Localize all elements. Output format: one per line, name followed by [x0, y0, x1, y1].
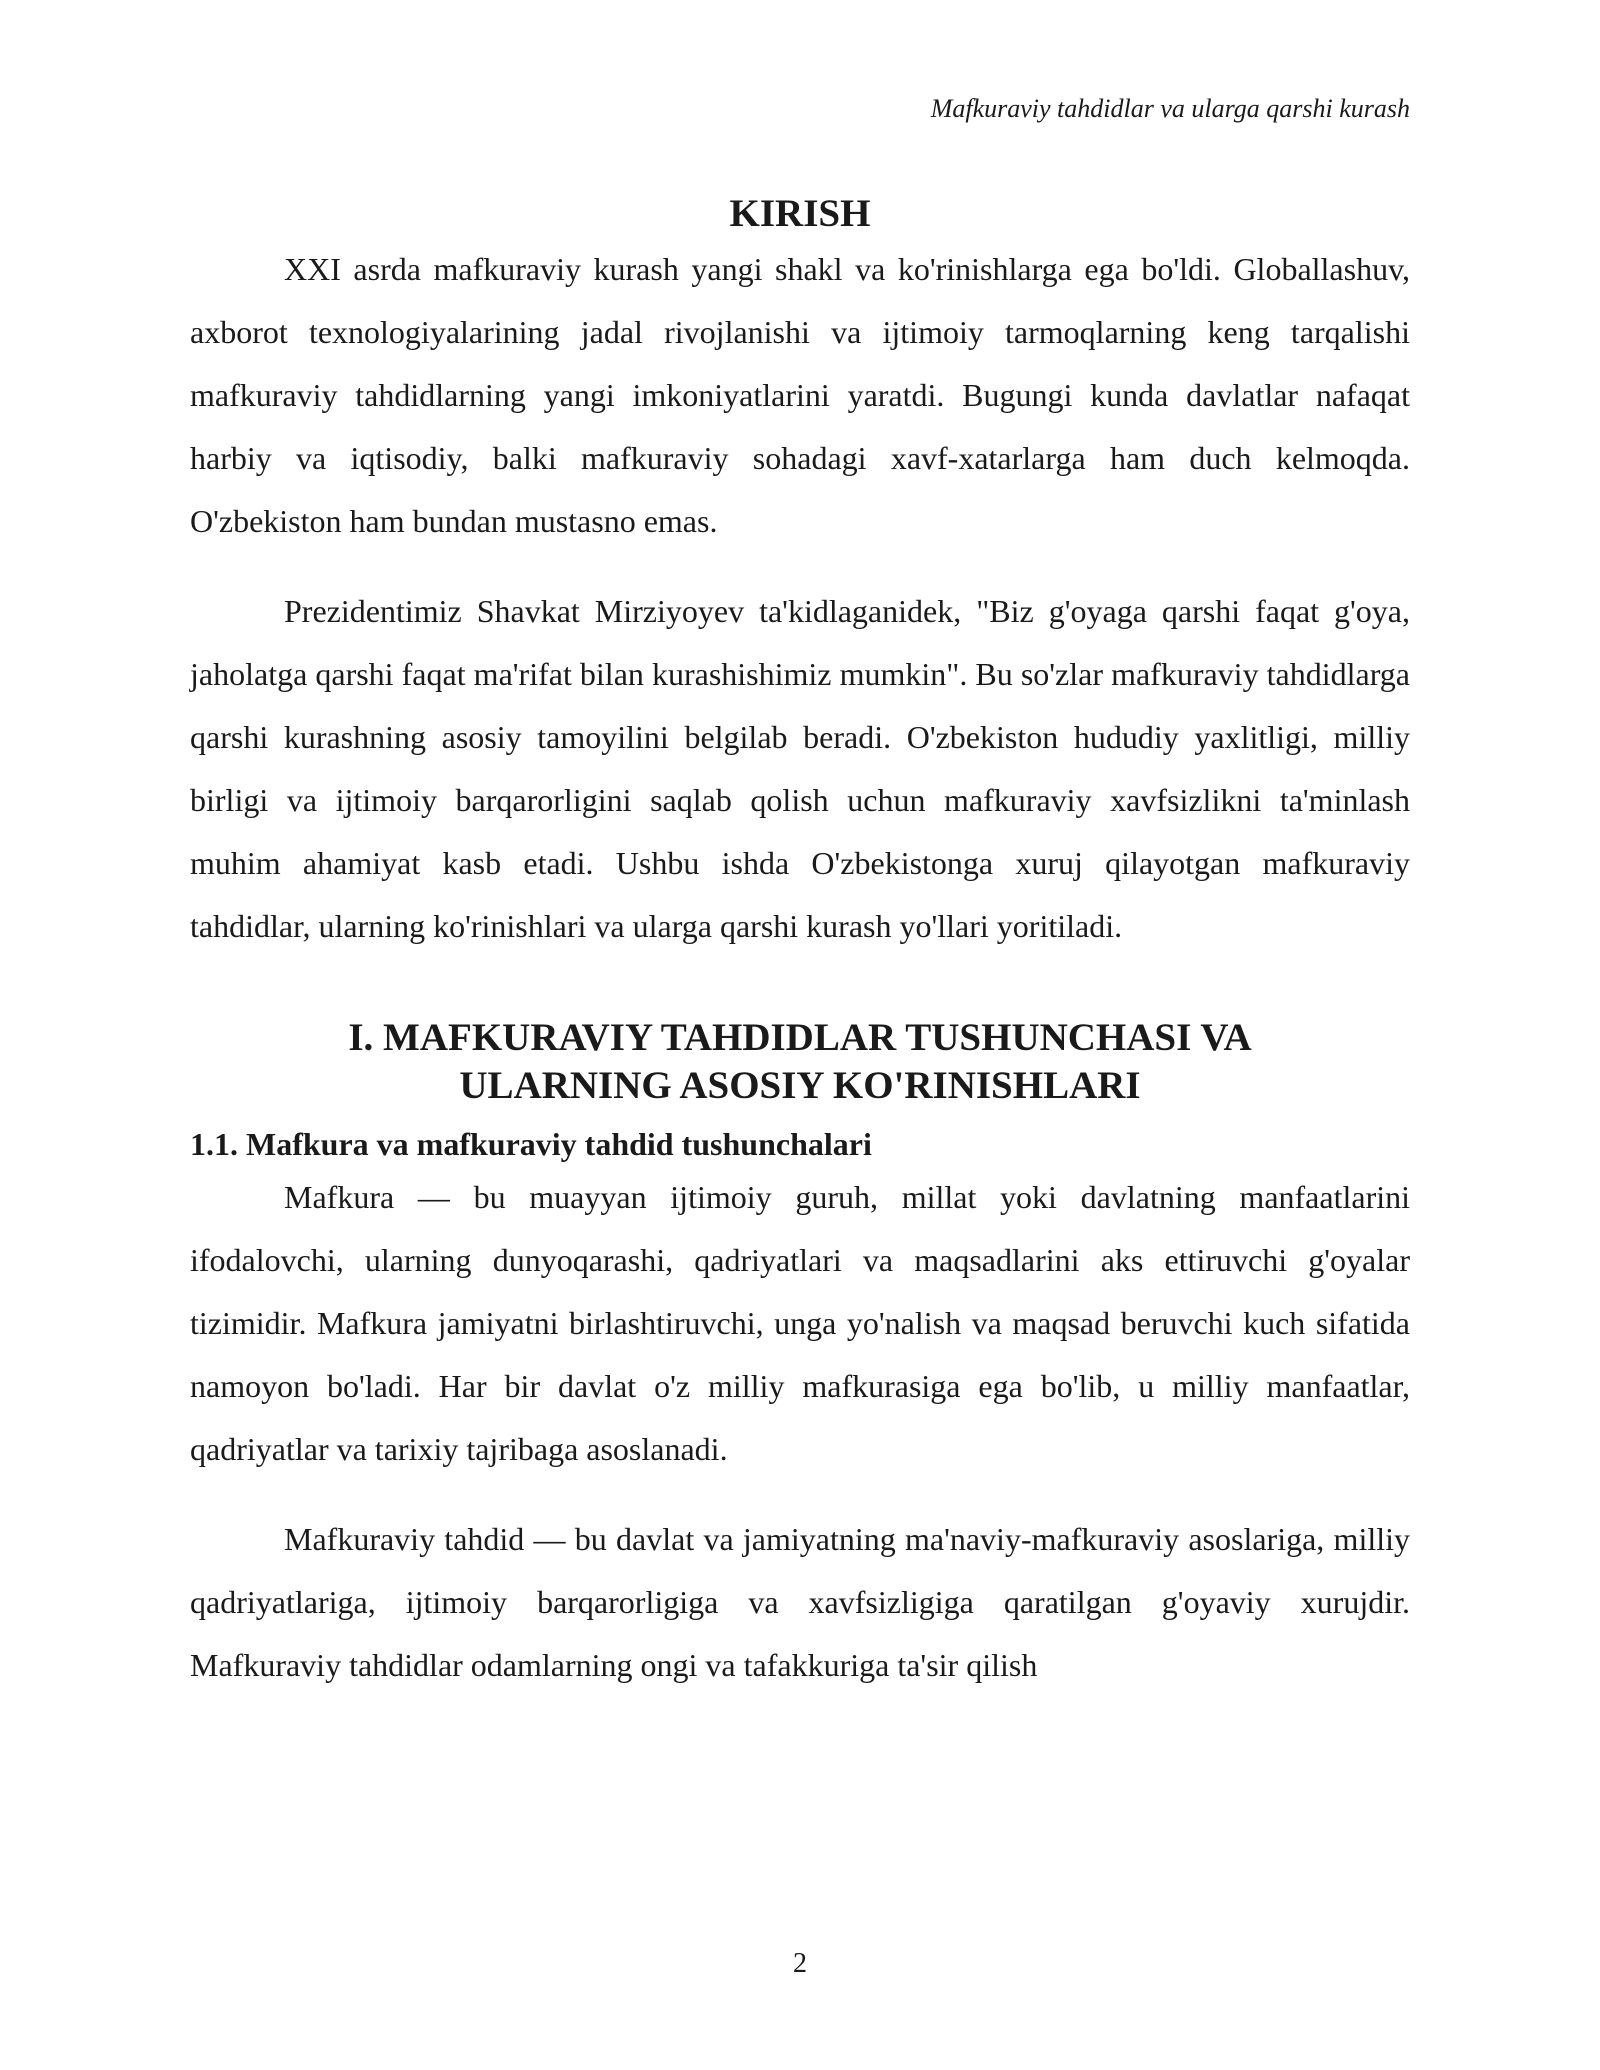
page-number: 2 — [793, 1948, 807, 1979]
intro-paragraph-1: XXI asrda mafkuraviy kurash yangi shakl va ko'rinishlarga ega bo'ldi. Globallashuv, axborot texnologiyalarining jadal rivojlanishi va ijtimoiy tarmoqlarning keng tarqalishi mafkuraviy tahdidlarning yangi imkoniyatlarini yaratdi. Bugungi kunda davlatlar nafaqat harbiy va iqtisodiy, balki mafkuraviy sohadagi xavf-xatarlarga ham duch kelmoqda. O'zbekiston ham bundan mustasno emas. — [190, 251, 1410, 539]
page-content — [190, 190, 1410, 1697]
chapter-paragraph-2: Mafkuraviy tahdid — bu davlat va jamiyatning ma'naviy-mafkuraviy asoslariga, milliy qadriyatlariga, ijtimoiy barqarorligiga va xavfsizligiga qaratilgan g'oyaviy xurujdir. Mafkuraviy tahdidlar odamlarning ongi va tafakkuriga ta'sir qilish — [190, 1521, 1410, 1683]
chapter-paragraph-1: Mafkura — bu muayyan ijtimoiy guruh, millat yoki davlatning manfaatlarini ifodalovchi, ularning dunyoqarashi, qadriyatlari va maqsadlarini aks ettiruvchi g'oyalar tizimidir. Mafkura jamiyatni birlashtiruvchi, unga yo'nalish va maqsad beruvchi kuch sifatida namoyon bo'ladi. Har bir davlat o'z milliy mafkurasiga ega bo'lib, u milliy manfaatlar, qadriyatlar va tarixiy tajribaga asoslanadi. — [190, 1179, 1410, 1467]
intro-paragraph-2: Prezidentimiz Shavkat Mirziyoyev ta'kidlaganidek, "Biz g'oyaga qarshi faqat g'oya, jaholatga qarshi faqat ma'rifat bilan kurashishimiz mumkin". Bu so'zlar mafkuraviy tahdidlarga qarshi kurashning asosiy tamoyilini belgilab beradi. O'zbekiston hududiy yaxlitligi, milliy birligi va ijtimoiy barqarorligini saqlab qolish uchun mafkuraviy xavfsizlikni ta'minlash muhim ahamiyat kasb etadi. Ushbu ishda O'zbekistonga xuruj qilayotgan mafkuraviy tahdidlar, ularning ko'rinishlari va ularga qarshi kurash yo'llari yoritiladi. — [190, 593, 1410, 944]
chapter-heading-line-1: I. MAFKURAVIY TAHDIDLAR TUSHUNCHASI VA — [348, 1016, 1252, 1059]
chapter-heading — [190, 1014, 1410, 1110]
chapter-heading-line-2: ULARNING ASOSIY KO'RINISHLARI — [459, 1064, 1141, 1107]
running-header: Mafkuraviy tahdidlar va ularga qarshi kurash — [930, 94, 1410, 123]
subsection-title: 1.1. Mafkura va mafkuraviy tahdid tushunchalari — [190, 1126, 872, 1162]
intro-heading: KIRISH — [729, 192, 871, 235]
